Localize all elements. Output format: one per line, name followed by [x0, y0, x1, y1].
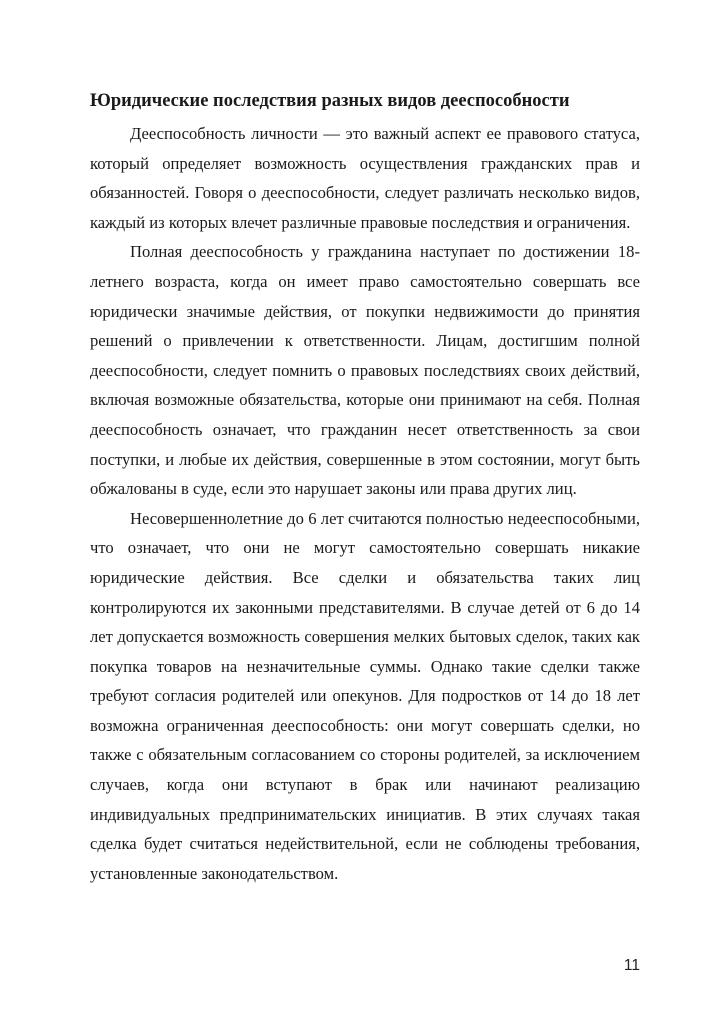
paragraph-minors-capacity: Несовершеннолетние до 6 лет считаются полностью недееспособными, что означает, что они не могут самостоятельно совершать никакие юридические действия. Все сделки и обязательства таких лиц контролируются их законными представителями. В случае детей от 6 до 14 лет допускается возможность совершения мелких бытовых сделок, таких как покупка товаров на незначительные суммы. Однако такие сделки также требуют согласия родителей или опекунов. Для подростков от 14 до 18 лет возможна ограниченная дееспособность: они могут совершать сделки, но также с обязательным согласованием со стороны родителей, за исключением случаев, когда они вступают в брак или начинают реализацию индивидуальных предпринимательских инициатив. В этих случаях такая сделка будет считаться недействительной, если не соблюдены требования, установленные законодательством. — [90, 508, 640, 883]
paragraph-capacity-intro: Дееспособность личности — это важный аспект ее правового статуса, который определяет возможность осуществления гражданских прав и обязанностей. Говоря о дееспособности, следует различать несколько видов, каждый из которых влечет различные правовые последствия и ограничения. — [90, 124, 640, 232]
paragraph-full-capacity: Полная дееспособность у гражданина наступает по достижении 18-летнего возраста, когда он имеет право самостоятельно совершать все юридически значимые действия, от покупки недвижимости до принятия решений о привлечении к ответственности. Лицам, достигшим полной дееспособности, следует помнить о правовых последствиях своих действий, включая возможные обязательства, которые они принимают на себя. Полная дееспособность означает, что гражданин несет ответственность за свои поступки, и любые их действия, совершенные в этом состоянии, могут быть обжалованы в суде, если это нарушает законы или права других лиц. — [90, 242, 640, 499]
page-number: 11 — [623, 957, 640, 974]
body-text — [90, 119, 640, 888]
section-heading: Юридические последствия разных видов дееспособности — [90, 91, 570, 111]
